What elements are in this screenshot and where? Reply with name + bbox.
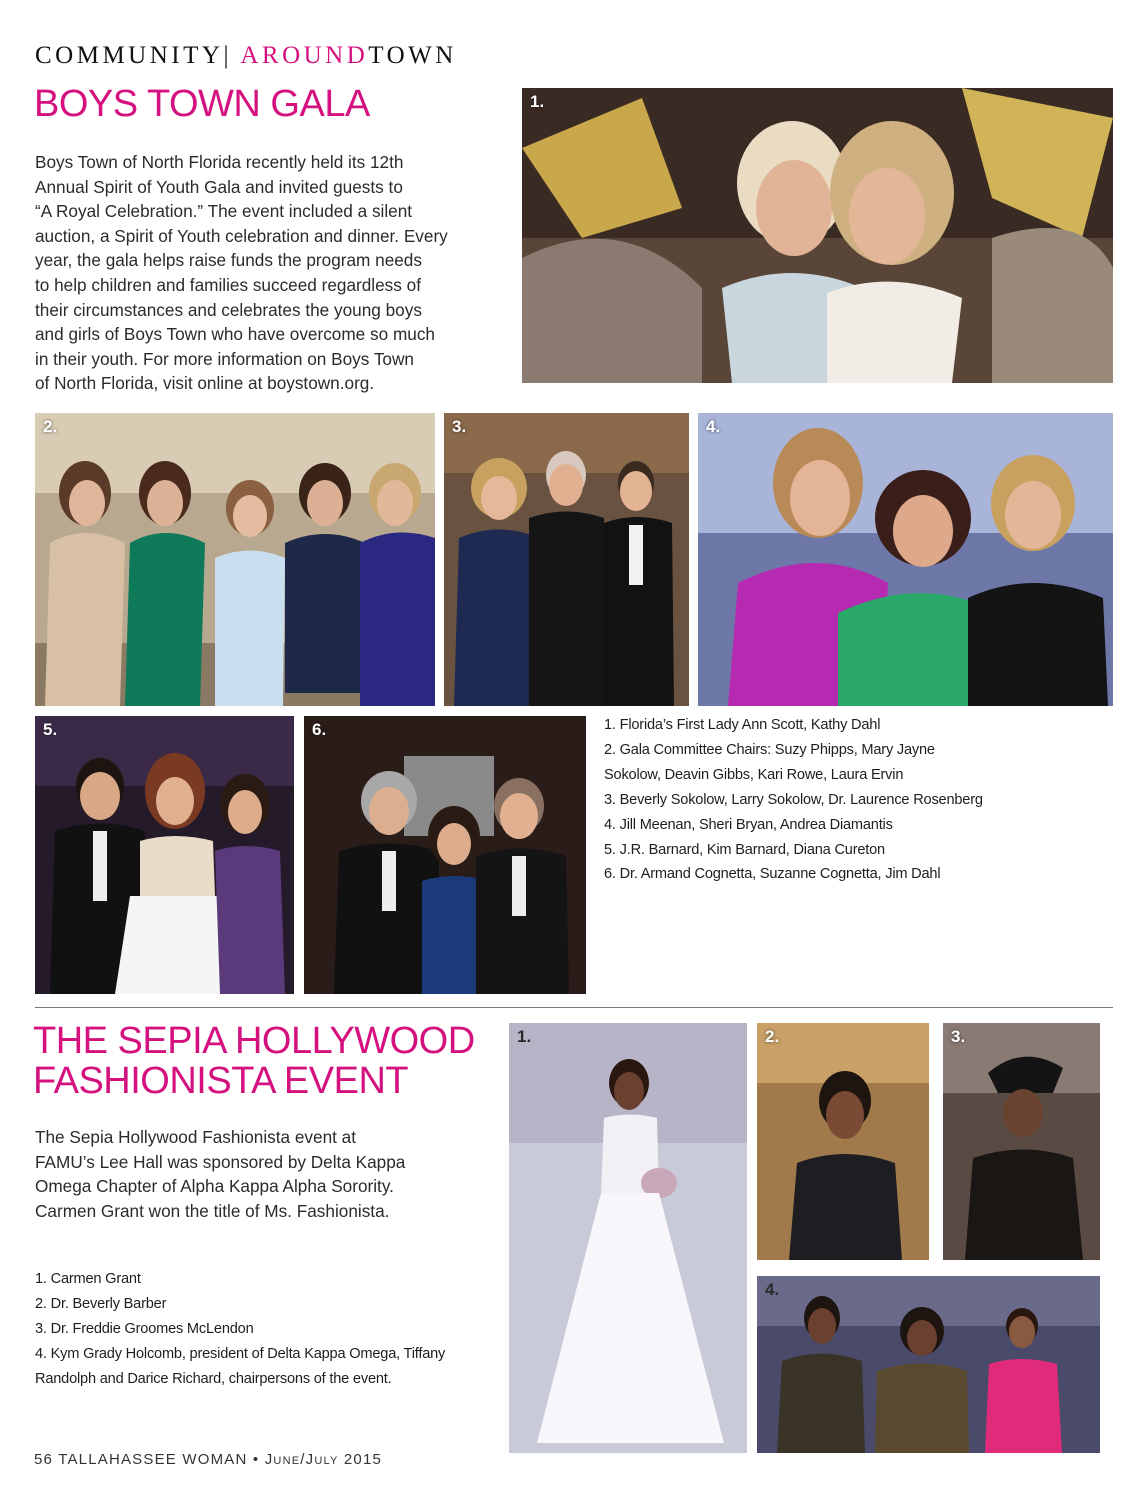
gala-photo-1 xyxy=(522,88,1113,383)
photo-number: 1. xyxy=(517,1027,532,1046)
sepia-title xyxy=(33,1021,475,1101)
sepia-photo-3 xyxy=(943,1023,1100,1260)
sepia-body xyxy=(35,1125,475,1223)
gala-photo-4 xyxy=(698,413,1113,706)
sepia-title-line: THE SEPIA HOLLYWOOD xyxy=(33,1020,475,1062)
sepia-body-line: Carmen Grant won the title of Ms. Fashionista. xyxy=(35,1200,390,1221)
gala-body xyxy=(35,150,485,396)
caption-line: 4. Kym Grady Holcomb, president of Delta Kappa Omega, Tiffany xyxy=(35,1345,446,1362)
photo-number: 1. xyxy=(530,92,545,111)
gala-body-line: Annual Spirit of Youth Gala and invited guests to xyxy=(35,176,403,197)
gala-photo-2 xyxy=(35,413,435,706)
issue-date: June/July 2015 xyxy=(264,1451,383,1468)
gala-body-line: in their youth. For more information on Boys Town xyxy=(35,348,414,369)
caption-line: 2. Gala Committee Chairs: Suzy Phipps, Mary Jayne xyxy=(604,741,935,758)
photo-number: 3. xyxy=(452,417,467,436)
page-footer xyxy=(34,1451,382,1468)
gala-body-line: and girls of Boys Town who have overcome so much xyxy=(35,324,435,345)
sepia-photo-2 xyxy=(757,1023,929,1260)
sepia-body-line: Omega Chapter of Alpha Kappa Alpha Sorority. xyxy=(35,1176,394,1197)
magazine-name: TALLAHASSEE WOMAN xyxy=(58,1451,248,1468)
subsection-label-pink: AROUND xyxy=(240,42,369,69)
subsection-label-dark: TOWN xyxy=(368,42,457,69)
caption-line: 2. Dr. Beverly Barber xyxy=(35,1295,167,1312)
sepia-body-line: The Sepia Hollywood Fashionista event at xyxy=(35,1127,357,1147)
gala-photo-5 xyxy=(35,716,294,994)
caption-line: Randolph and Darice Richard, chairpersons of the event. xyxy=(35,1370,392,1387)
photo-number: 5. xyxy=(43,720,58,739)
gala-body-line: Boys Town of North Florida recently held its 12th xyxy=(35,152,404,172)
caption-line: 3. Beverly Sokolow, Larry Sokolow, Dr. Laurence Rosenberg xyxy=(604,791,983,808)
section-header xyxy=(35,42,457,70)
caption-line: 1. Carmen Grant xyxy=(35,1271,141,1287)
caption-line: 4. Jill Meenan, Sheri Bryan, Andrea Diamantis xyxy=(604,816,893,833)
caption-line: Sokolow, Deavin Gibbs, Kari Rowe, Laura Ervin xyxy=(604,766,904,783)
caption-line: 5. J.R. Barnard, Kim Barnard, Diana Cureton xyxy=(604,841,885,858)
footer-bullet: • xyxy=(252,1451,260,1468)
gala-body-line: to help children and families succeed regardless of xyxy=(35,274,421,295)
gala-body-line: “A Royal Celebration.” The event included a silent xyxy=(35,201,413,222)
sepia-captions xyxy=(35,1267,445,1392)
caption-line: 6. Dr. Armand Cognetta, Suzanne Cognetta, Jim Dahl xyxy=(604,866,941,883)
section-divider xyxy=(35,1007,1113,1008)
gala-body-line: their circumstances and celebrates the young boys xyxy=(35,299,422,320)
photo-number: 4. xyxy=(765,1280,780,1299)
caption-line: 1. Florida’s First Lady Ann Scott, Kathy Dahl xyxy=(604,717,881,733)
gala-photo-6 xyxy=(304,716,586,994)
caption-line: 3. Dr. Freddie Groomes McLendon xyxy=(35,1320,254,1337)
sepia-photo-4 xyxy=(757,1276,1100,1453)
photo-number: 4. xyxy=(706,417,721,436)
sepia-photo-1 xyxy=(509,1023,747,1453)
page-number: 56 xyxy=(34,1451,54,1468)
gala-captions xyxy=(604,713,983,887)
photo-number: 6. xyxy=(312,720,327,739)
photo-number: 2. xyxy=(765,1027,780,1046)
gala-photo-3 xyxy=(444,413,689,706)
gala-body-line: of North Florida, visit online at boystown.org. xyxy=(35,373,375,394)
sepia-body-line: FAMU’s Lee Hall was sponsored by Delta Kappa xyxy=(35,1151,406,1172)
photo-number: 3. xyxy=(951,1027,966,1046)
sepia-title-line: FASHIONISTA EVENT xyxy=(33,1060,409,1102)
gala-title: BOYS TOWN GALA xyxy=(34,83,370,125)
section-label: COMMUNITY xyxy=(35,42,224,69)
photo-number: 2. xyxy=(43,417,58,436)
gala-body-line: year, the gala helps raise funds the program needs xyxy=(35,250,422,271)
section-separator: | xyxy=(223,42,241,69)
gala-body-line: auction, a Spirit of Youth celebration and dinner. Every xyxy=(35,225,448,246)
